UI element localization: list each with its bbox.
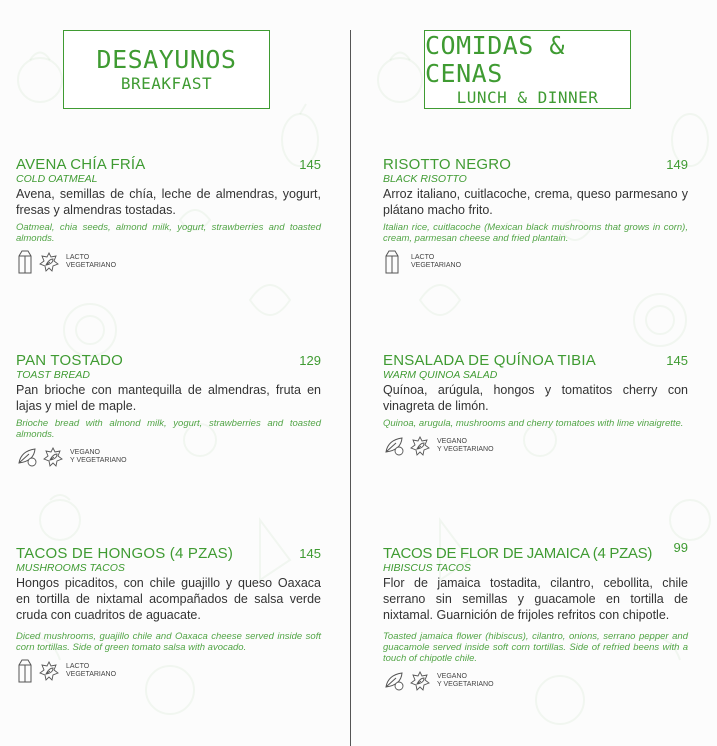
dish-price: 145 [666, 353, 688, 368]
dish-name: TACOS DE FLOR DE JAMAICA (4 PZAS) [383, 545, 653, 562]
menu-item [383, 540, 688, 692]
vegan-leaf-icon [383, 670, 405, 692]
section-subtitle: BREAKFAST [120, 73, 213, 93]
vegan-leaf-icon [16, 446, 38, 468]
dish-description-english: Toasted jamaica flower (hibiscus), cilantro, onions, serrano pepper and guacamole served inside soft corn tortillas. Side of refried beens with a touch of chipotle chile. [383, 631, 688, 664]
lunch-dinner-title-box [424, 30, 631, 109]
dish-price: 149 [666, 157, 688, 172]
dish-description: Quínoa, arúgula, hongos y tomatitos cherry con vinagreta de limón. [383, 383, 688, 413]
menu-item [16, 156, 321, 274]
diet-tag-label: LACTO VEGETARIANO [411, 254, 462, 269]
menu-item [383, 156, 688, 274]
diet-tags [383, 435, 688, 457]
dish-name: AVENA CHÍA FRÍA [16, 156, 146, 173]
leaf-circle-icon [409, 435, 431, 457]
dish-name: TACOS DE HONGOS (4 PZAS) [16, 545, 234, 562]
section-title: DESAYUNOS [96, 44, 237, 74]
dish-price: 129 [299, 353, 321, 368]
diet-tags [383, 670, 688, 692]
dish-name: ENSALADA DE QUÍNOA TIBIA [383, 352, 596, 369]
menu-item [16, 352, 321, 468]
milk-carton-icon [383, 250, 401, 274]
dish-name-english: TOAST BREAD [16, 369, 90, 381]
dish-price: 145 [299, 157, 321, 172]
dish-description-english: Italian rice, cuitlacoche (Mexican black mushrooms that grows in corn), cream, parmesan cheese and fried plantain. [383, 222, 688, 244]
diet-tags [383, 250, 688, 274]
leaf-circle-icon [409, 670, 431, 692]
vegan-leaf-icon [383, 435, 405, 457]
leaf-circle-icon [38, 251, 60, 273]
breakfast-title-box [63, 30, 270, 109]
dish-description: Flor de jamaica tostadita, cilantro, cebollita, chile serrano sin semillas y guacamole en tortilla de nixtamal. Guarnición de frijoles refritos con chipotle. [383, 576, 688, 622]
dish-description-english: Brioche bread with almond milk, yogurt, strawberries and toasted almonds. [16, 418, 321, 440]
section-subtitle: LUNCH & DINNER [456, 87, 599, 107]
diet-tags [16, 659, 321, 683]
dish-description: Pan brioche con mantequilla de almendras, fruta en lajas y miel de maple. [16, 383, 321, 413]
dish-description: Arroz italiano, cuitlacoche, crema, queso parmesano y plátano macho frito. [383, 187, 688, 217]
diet-tag-label: LACTO VEGETARIANO [66, 254, 117, 269]
dish-name-english: HIBISCUS TACOS [383, 562, 471, 574]
dish-description-english: Diced mushrooms, guajillo chile and Oaxaca cheese served inside soft corn tortillas. Side of green tomato salsa with avocado. [16, 631, 321, 653]
section-title: COMIDAS & CENAS [425, 30, 565, 88]
dish-description-english: Oatmeal, chia seeds, almond milk, yogurt, strawberries and toasted almonds. [16, 222, 321, 244]
dish-name: PAN TOSTADO [16, 352, 123, 369]
diet-tag-label: LACTO VEGETARIANO [66, 663, 117, 678]
milk-carton-icon [16, 250, 34, 274]
milk-carton-icon [16, 659, 34, 683]
dish-price: 99 [673, 540, 688, 555]
menu-item [383, 352, 688, 457]
column-divider [350, 30, 351, 746]
dish-name-english: COLD OATMEAL [16, 173, 98, 185]
dish-price: 145 [299, 546, 321, 561]
dish-description-english: Quinoa, arugula, mushrooms and cherry tomatoes with lime vinaigrette. [383, 418, 684, 429]
dish-name-english: BLACK RISOTTO [383, 173, 467, 185]
diet-tags [16, 250, 321, 274]
diet-tag-label: VEGANO Y VEGETARIANO [437, 673, 494, 688]
dish-description: Avena, semillas de chía, leche de almendras, yogurt, fresas y almendras tostadas. [16, 187, 321, 217]
diet-tags [16, 446, 321, 468]
dish-name: RISOTTO NEGRO [383, 156, 512, 173]
leaf-circle-icon [42, 446, 64, 468]
diet-tag-label: VEGANO Y VEGETARIANO [437, 438, 494, 453]
dish-description: Hongos picaditos, con chile guajillo y queso Oaxaca en tortilla de nixtamal acompañados de salsa verde cruda con cuadritos de aguacate. [16, 576, 321, 622]
dish-name-english: WARM QUINOA SALAD [383, 369, 498, 381]
menu-item [16, 545, 321, 683]
dish-name-english: MUSHROOMS TACOS [16, 562, 125, 574]
leaf-circle-icon [38, 660, 60, 682]
diet-tag-label: VEGANO Y VEGETARIANO [70, 449, 127, 464]
